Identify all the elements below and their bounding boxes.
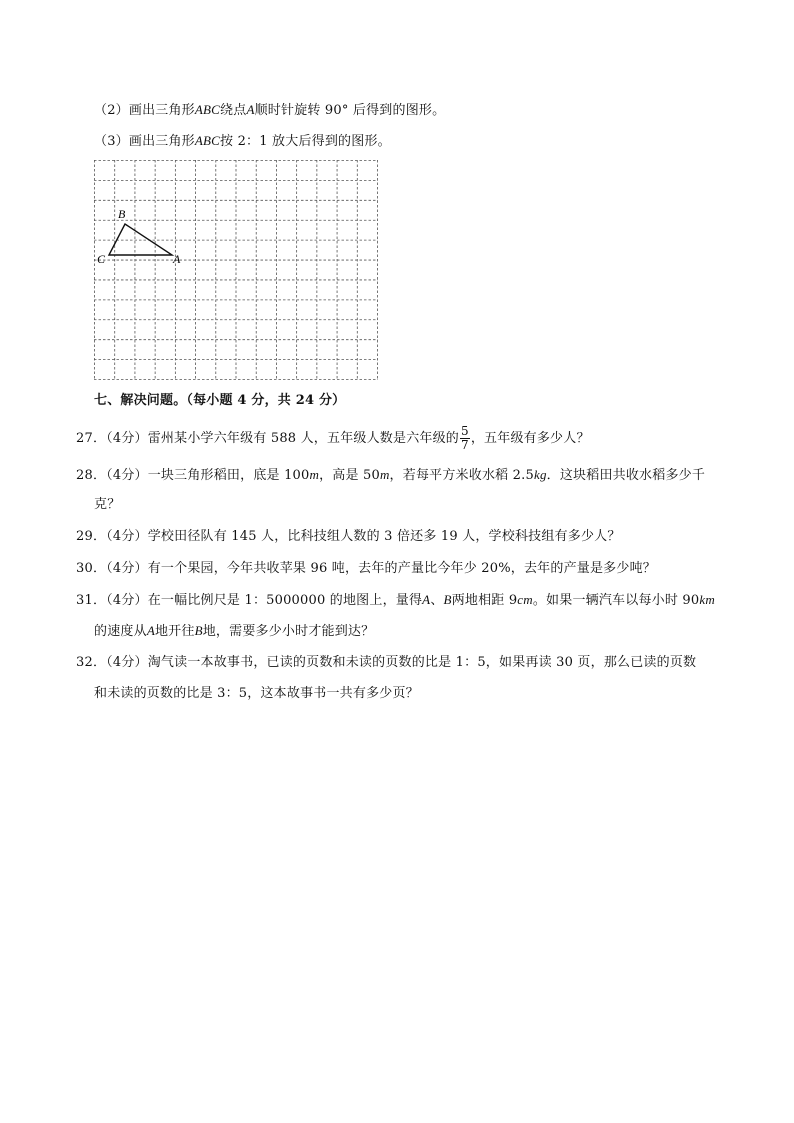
question-32-line-1 bbox=[76, 654, 696, 672]
q2-point-a: A bbox=[246, 102, 255, 117]
point-label-b: B bbox=[118, 207, 126, 221]
q32-number: 32． bbox=[76, 655, 107, 670]
q31-line2-b: 地开往 bbox=[154, 624, 195, 639]
dotted-grid-figure bbox=[94, 160, 378, 380]
q28-unit-kg: kg bbox=[533, 467, 547, 482]
grid-lines bbox=[94, 160, 378, 380]
q28-unit-m1: m bbox=[309, 467, 320, 482]
q2-mid: 绕点 bbox=[220, 103, 247, 118]
question-32-line-2: 和未读的页数的比是 3：5，这本故事书一共有多少页？ bbox=[94, 686, 419, 701]
q31-line2-a: 的速度从 bbox=[94, 624, 147, 639]
q28-text-a: 一块三角形稻田，底是 100 bbox=[147, 468, 310, 483]
q31-point-a2: A bbox=[146, 623, 155, 638]
q28-text-b: ，高是 50 bbox=[319, 468, 380, 483]
question-28-line-2: 克？ bbox=[94, 497, 121, 512]
q3-prefix: （3）画出三角形 bbox=[94, 134, 195, 149]
grid-svg bbox=[94, 160, 378, 380]
q27-text: 雷州某小学六年级有 588 人，五年级人数是六年级的 bbox=[147, 431, 460, 446]
q31-text-c: 。如果一辆汽车以每小时 90 bbox=[532, 593, 700, 608]
q31-point-b: B bbox=[443, 592, 452, 607]
triangle-abc bbox=[109, 224, 172, 255]
q3-suffix: 按 2：1 放大后得到的图形。 bbox=[220, 134, 391, 149]
q30-number: 30． bbox=[76, 561, 107, 576]
point-label-a: A bbox=[173, 252, 181, 266]
question-2-text bbox=[94, 101, 445, 120]
q28-unit-m2: m bbox=[379, 467, 390, 482]
q31-number: 31． bbox=[76, 593, 107, 608]
question-31-line-1 bbox=[76, 591, 715, 610]
q27-fraction-numerator: 5 bbox=[461, 424, 469, 438]
q2-suffix: 顺时针旋转 90° 后得到的图形。 bbox=[254, 103, 446, 118]
q28-text-c: ，若每平方米收水稻 2.5 bbox=[389, 468, 534, 483]
point-label-c: C bbox=[97, 252, 106, 266]
q31-separator: 、 bbox=[430, 593, 444, 608]
q31-score: （4分） bbox=[106, 593, 148, 608]
q32-score: （4分） bbox=[106, 655, 148, 670]
q31-unit-cm: cm bbox=[517, 592, 533, 607]
q29-number: 29． bbox=[76, 529, 107, 544]
question-31-line-2 bbox=[94, 622, 374, 641]
q2-prefix: （2）画出三角形 bbox=[94, 103, 195, 118]
q3-abc: ABC bbox=[194, 133, 221, 148]
question-3-text bbox=[94, 132, 391, 151]
q27-fraction-denominator: 7 bbox=[461, 438, 469, 452]
q27-number: 27． bbox=[76, 431, 107, 446]
q29-score: （4分） bbox=[106, 529, 148, 544]
q31-text-b: 两地相距 9 bbox=[451, 593, 518, 608]
question-27 bbox=[76, 425, 590, 452]
question-30 bbox=[76, 560, 656, 578]
q27-score: （4分） bbox=[106, 431, 148, 446]
q27-fraction bbox=[460, 425, 470, 452]
q2-abc: ABC bbox=[194, 102, 221, 117]
question-29 bbox=[76, 528, 621, 546]
q31-unit-km: km bbox=[699, 592, 715, 607]
q30-score: （4分） bbox=[106, 561, 148, 576]
q28-score: （4分） bbox=[106, 468, 148, 483]
q31-point-a: A bbox=[422, 592, 431, 607]
q31-point-b2: B bbox=[194, 623, 203, 638]
q27-text-end: ，五年级有多少人？ bbox=[470, 431, 590, 446]
section-7-title: 七、解决问题。（每小题 4 分，共 24 分） bbox=[94, 393, 346, 408]
q31-line2-c: 地，需要多少小时才能到达？ bbox=[202, 624, 375, 639]
q30-text: 有一个果园，今年共收苹果 96 吨，去年的产量比今年少 20%，去年的产量是多少吨？ bbox=[147, 561, 656, 576]
q31-text-a: 在一幅比例尺是 1：5000000 的地图上，量得 bbox=[147, 593, 423, 608]
q28-text-d: ．这块稻田共收水稻多少千 bbox=[546, 468, 706, 483]
q29-text: 学校田径队有 145 人，比科技组人数的 3 倍还多 19 人，学校科技组有多少人？ bbox=[147, 529, 621, 544]
question-28-line-1 bbox=[76, 466, 705, 485]
q32-text: 淘气读一本故事书，已读的页数和未读的页数的比是 1：5，如果再读 30 页，那么已读的页数 bbox=[147, 655, 697, 670]
q28-number: 28． bbox=[76, 468, 107, 483]
